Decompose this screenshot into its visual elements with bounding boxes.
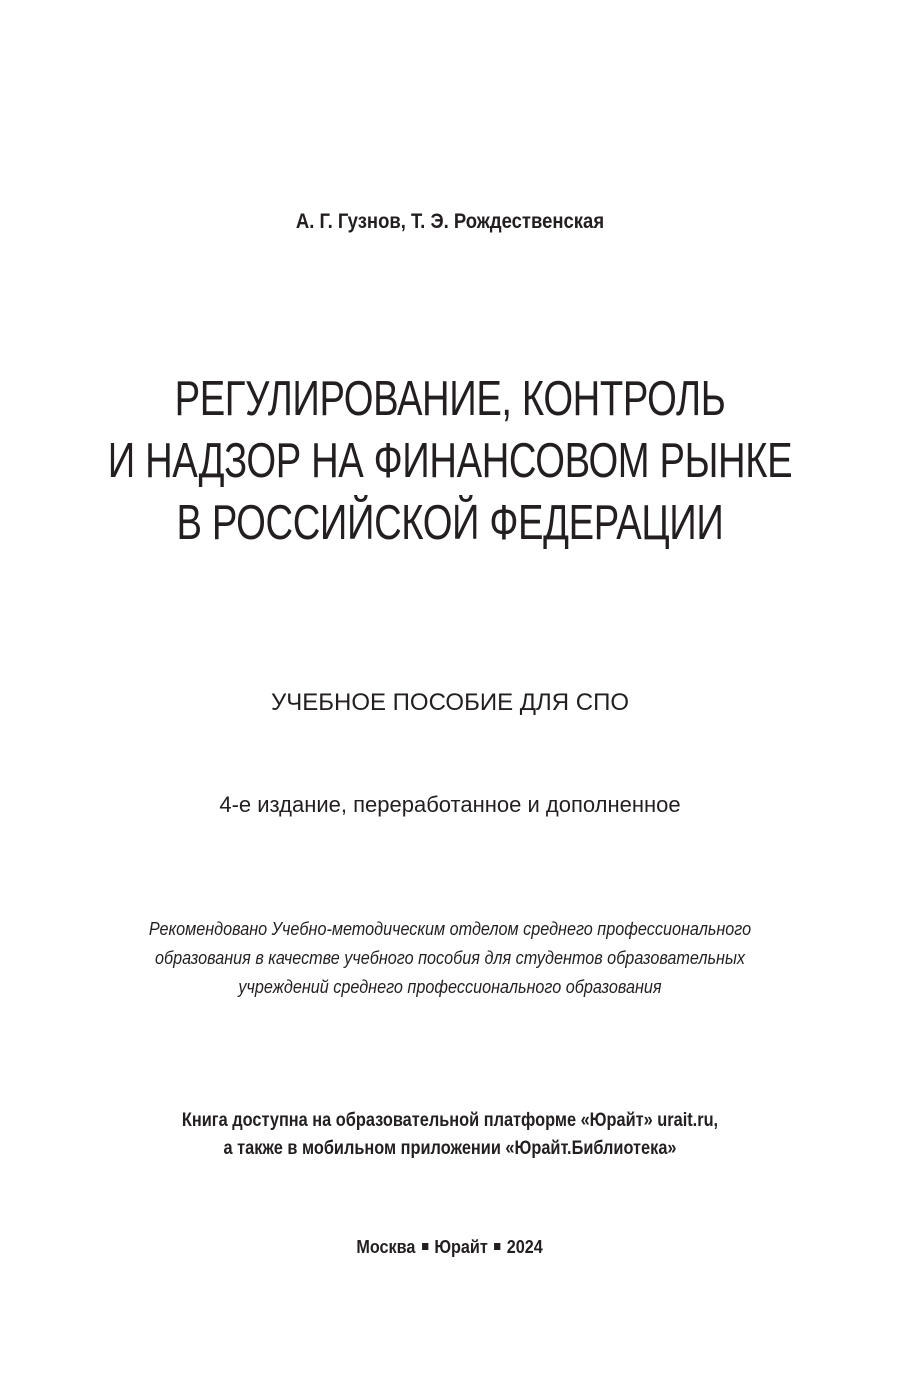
edition-note: 4-е издание, переработанное и дополненное — [219, 792, 681, 817]
book-title — [0, 368, 900, 554]
availability-line-2: а также в мобильном приложении «Юрайт.Библиотека» — [223, 1138, 677, 1159]
recommendation-note — [0, 915, 900, 1002]
authors: А. Г. Гузнов, Т. Э. Рождественская — [295, 210, 605, 233]
square-separator-icon — [422, 1243, 428, 1250]
book-title-line-2: И НАДЗОР НА ФИНАНСОВОМ РЫНКЕ — [107, 434, 793, 488]
square-separator-icon — [495, 1243, 501, 1250]
imprint-publisher: Юрайт — [434, 1237, 489, 1257]
document-type: УЧЕБНОЕ ПОСОБИЕ ДЛЯ СПО — [271, 689, 629, 716]
availability-note — [0, 1107, 900, 1163]
recommendation-line-1: Рекомендовано Учебно-методическим отделом среднего профессионального — [148, 919, 752, 939]
recommendation-line-3: учреждений среднего профессионального образования — [238, 977, 662, 997]
recommendation-line-2: образования в качестве учебного пособия для студентов образовательных — [154, 948, 746, 968]
imprint-city: Москва — [356, 1237, 416, 1257]
imprint-year: 2024 — [507, 1237, 544, 1257]
availability-line-1: Книга доступна на образовательной платформе «Юрайт» urait.ru, — [181, 1110, 719, 1131]
imprint — [0, 1234, 900, 1260]
book-title-line-1: РЕГУЛИРОВАНИЕ, КОНТРОЛЬ — [174, 372, 726, 426]
book-title-line-3: В РОССИЙСКОЙ ФЕДЕРАЦИИ — [176, 496, 724, 550]
